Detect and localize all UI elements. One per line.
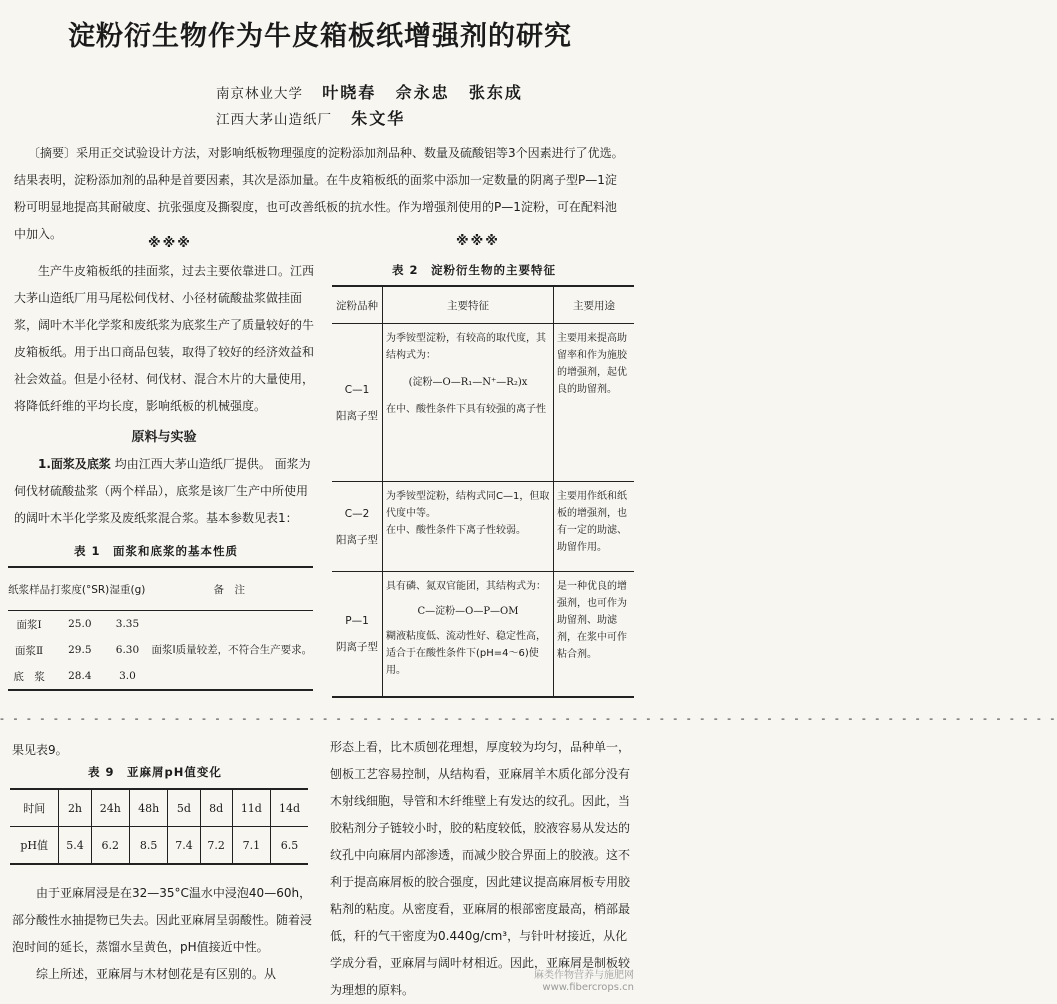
- author-name: 叶晓春: [322, 83, 377, 102]
- affiliation-2: 江西大茅山造纸厂: [216, 112, 332, 128]
- starch-type: 阳离子型: [336, 409, 378, 422]
- table9-caption: 表 9 亚麻屑pH值变化: [88, 765, 222, 779]
- table-header: 主要用途: [554, 286, 635, 324]
- table-cell: 8d: [200, 789, 232, 827]
- table-cell: 25.0: [68, 618, 92, 630]
- table-cell: 是一种优良的增强剂，也可作为助留剂、助滤剂，在浆中可作粘合剂。: [554, 572, 635, 697]
- table-cell: pH值: [20, 839, 49, 852]
- table-header-row: [8, 567, 313, 611]
- affiliation-1: 南京林业大学: [216, 86, 303, 102]
- table-header: 主要特征: [383, 286, 554, 324]
- table-cell: 6.30: [115, 644, 140, 656]
- table-cell: [383, 324, 554, 482]
- intro-paragraph: 生产牛皮箱板纸的挂面浆，过去主要依靠进口。江西大茅山造纸厂用马尾松伺伐材、小径材硫酸盐浆做挂面浆，阔叶木半化学浆和废纸浆为底浆生产了质量较好的牛皮箱板纸。用于出口商品包装，取得了较好的经济效益和社会效益。但是小径材、伺伐材、混合木片的大量使用，将降低纤维的平均长度，影响纸板的机械强度。: [14, 264, 315, 413]
- feature-text: 具有磷、氮双官能团，其结构式为：: [386, 581, 546, 592]
- table-row: [10, 789, 308, 827]
- table1-note: 面浆Ⅰ质量较差，不符合生产要求。: [151, 644, 313, 656]
- table-cell: 7.4: [168, 827, 200, 865]
- feature-text: 为季铵型淀粉，结构式同C—1，但取代度中等。: [386, 491, 550, 519]
- table-cell: 24h: [91, 789, 129, 827]
- lower-left-column: [12, 880, 312, 988]
- article-title: 淀粉衍生物作为牛皮箱板纸增强剂的研究: [68, 21, 572, 52]
- table-cell: 28.4: [68, 670, 92, 682]
- lower-left-intro: 果见表9。: [12, 743, 68, 757]
- starch-name: P—1: [345, 614, 369, 627]
- table-cell: 48h: [129, 789, 167, 827]
- feature-text: 为季铵型淀粉，有较高的取代度，其结构式为：: [386, 333, 546, 361]
- body-paragraph: 由于亚麻屑浸是在32—35°C温水中浸泡40—60h，部分酸性水抽提物已失去。因此亚麻屑呈弱酸性。随着浸泡时间的延长，蒸馏水呈黄色，pH值接近中性。: [12, 886, 313, 954]
- watermark: [534, 970, 634, 994]
- table-cell: [332, 572, 383, 697]
- table-cell: 2h: [59, 789, 91, 827]
- feature-text: 在中、酸性条件下离子性较弱。: [386, 525, 526, 536]
- table-cell: 8.5: [129, 827, 167, 865]
- table-cell: 面浆Ⅰ: [16, 618, 42, 631]
- table-row: [332, 572, 634, 697]
- table-cell: 面浆Ⅱ: [15, 644, 44, 657]
- watermark-line: 麻类作物营养与施肥网: [534, 970, 634, 981]
- author-line-2: [216, 106, 405, 129]
- separator-right: ※※※: [456, 234, 500, 249]
- table-cell: 6.5: [271, 827, 309, 865]
- starch-name: C—1: [344, 383, 370, 396]
- table-cell: 6.2: [91, 827, 129, 865]
- table-header: 备 注: [145, 567, 313, 611]
- separator-left: ※※※: [148, 236, 192, 251]
- author-name: 朱文华: [351, 109, 406, 128]
- lower-right-column: [330, 734, 630, 1004]
- feature-text: 糊液粘度低、流动性好、稳定性高，适合于在酸性条件下(pH=4～6)使用。: [386, 631, 546, 676]
- table-header: 湿重(g): [109, 567, 145, 611]
- table-cell: 3.35: [115, 618, 140, 630]
- body-paragraph: 综上所述，亚麻屑与木材刨花是有区别的。从: [36, 967, 277, 981]
- table-row: [332, 482, 634, 572]
- page-break-divider: - - - - - - - - - - - - - - - - - - - - - - - - - - - - - - - - - - - - - - - - - - - - - - - - - - - - - - - - - - - - - - - - - - - - - - - - - - - - - - -: [0, 712, 1057, 725]
- table-cell: 7.2: [200, 827, 232, 865]
- table-1: [8, 566, 313, 691]
- table-9: [10, 788, 308, 865]
- table-cell: 主要用作纸和纸板的增强剂，也有一定的助滤、助留作用。: [554, 482, 635, 572]
- table-row: [332, 324, 634, 482]
- abstract: 〔摘要〕采用正交试验设计方法，对影响纸板物理强度的淀粉添加剂品种、数量及硫酸铝等3个因素进行了优选。结果表明，淀粉添加剂的品种是首要因素，其次是添加量。在牛皮箱板纸的面浆中添加一定数量的阴离子型P—1淀粉可明显地提高其耐破度、抗张强度及撕裂度，也可改善纸板的抗水性。作为增强剂使用的P—1淀粉，可在配料池中加入。: [14, 146, 624, 241]
- left-column: [14, 258, 314, 532]
- table-cell: [383, 572, 554, 697]
- table-cell: 7.1: [232, 827, 270, 865]
- table-header: 打浆度(°SR): [50, 567, 109, 611]
- table-header: 纸浆样品: [8, 567, 50, 611]
- table-cell: 底 浆: [13, 670, 45, 683]
- table-cell: [332, 482, 383, 572]
- table-header-row: [332, 286, 634, 324]
- table-row: [10, 827, 308, 865]
- table-cell: 29.5: [68, 644, 92, 656]
- subsection-lead: 均由江西大茅山造纸厂提供。: [114, 457, 271, 471]
- table-cell: 11d: [232, 789, 270, 827]
- table-cell: 主要用来提高助留率和作为施胶的增强剂，起优良的助留剂。: [554, 324, 635, 482]
- table-header: 淀粉品种: [332, 286, 383, 324]
- structure-formula: (淀粉—O—R₁—N⁺—R₂)x: [408, 377, 528, 388]
- table-row: [8, 611, 313, 638]
- subsection-text: 面浆为伺伐材硫酸盐浆（两个样品），底浆是该厂生产中所使用的阔叶木半化学浆及废纸浆混合浆。基本参数见表1：: [14, 457, 311, 525]
- subsection-paragraph: [14, 451, 314, 532]
- table2-caption: 表 2 淀粉衍生物的主要特征: [392, 263, 557, 277]
- author-line-1: [216, 80, 523, 103]
- table-cell: 时间: [10, 789, 59, 827]
- author-name: 佘永忠: [395, 83, 450, 102]
- body-paragraph: 形态上看，比木质刨花理想，厚度较为均匀，品种单一，刨板工艺容易控制，从结构看，亚麻屑羊木质化部分没有木射线细胞，导管和木纤维壁上有发达的纹孔。因此，当胶粘剂分子链较小时，胶的粘度较低，胶液容易从发达的纹孔中向麻屑内部渗透，而减少胶合界面上的胶液。这不利于提高麻屑板的胶合强度，因此建议提高麻屑板专用胶粘剂的粘度。从密度看，亚麻屑的根部密度最高，梢部最低，秆的气干密度为0.440g/cm³，与针叶材接近，从化学成分看，亚麻屑与阔叶材相近。因此，亚麻屑是制板较为理想的原料。: [330, 740, 631, 997]
- table-cell: 3.0: [119, 670, 136, 682]
- starch-type: 阴离子型: [336, 640, 378, 653]
- author-name: 张东成: [468, 83, 523, 102]
- structure-formula: C—淀粉—O—P—OM: [417, 606, 519, 617]
- starch-name: C—2: [344, 507, 370, 520]
- table-cell: 14d: [271, 789, 309, 827]
- subsection-label: 1.面浆及底浆: [38, 457, 111, 471]
- watermark-line: www.fibercrops.cn: [542, 982, 634, 993]
- table-cell: [332, 324, 383, 482]
- table-cell: 5d: [168, 789, 200, 827]
- table1-caption: 表 1 面浆和底浆的基本性质: [74, 544, 239, 558]
- table-cell: [383, 482, 554, 572]
- table-2: [332, 285, 634, 698]
- table-cell: 5.4: [59, 827, 91, 865]
- feature-text: 在中、酸性条件下具有较强的离子性: [386, 404, 546, 415]
- starch-type: 阳离子型: [336, 533, 378, 546]
- section-title: 原料与实验: [131, 430, 197, 445]
